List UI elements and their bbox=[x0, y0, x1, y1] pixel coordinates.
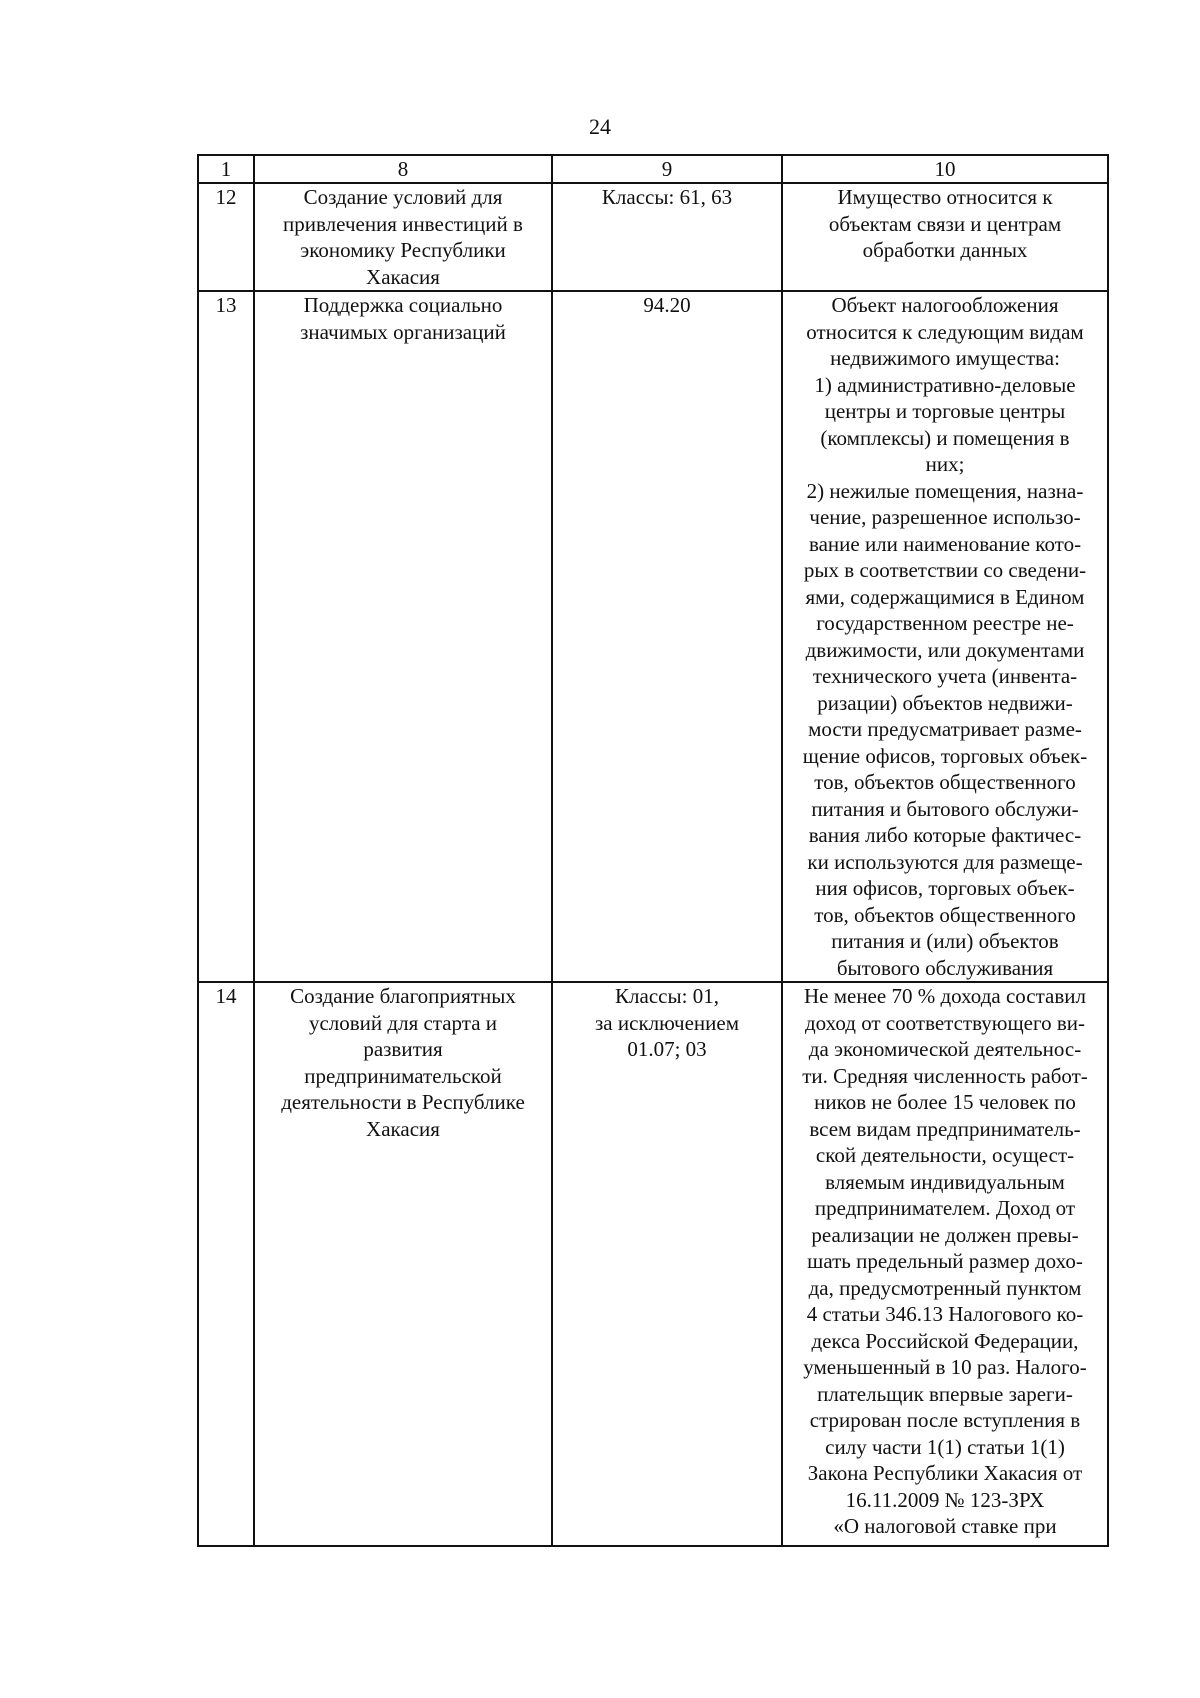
header-col-10: 10 bbox=[782, 155, 1108, 183]
row-codes: Классы: 01, за исключением 01.07; 03 bbox=[552, 982, 782, 1546]
row-purpose: Создание благоприятных условий для старта и развития предпринимательской деятельности в Республике Хакасия bbox=[254, 982, 552, 1546]
header-col-9: 9 bbox=[552, 155, 782, 183]
table-row bbox=[198, 982, 1108, 1546]
table-row bbox=[198, 183, 1108, 291]
page-number: 24 bbox=[589, 114, 611, 139]
row-condition: Объект налогообложения относится к следующим видам недвижимого имущества: 1) административно-деловые центры и торговые центры (комплексы) и помещения в них; 2) нежилые помещения, назна- чение, разрешенное использо- вание или наименование кото- рых в соответствии со сведени- ями, содержащимися в Едином государственном реестре не- движимости, или документами технического учета (инвента- ризации) объектов недвижи- мости предусматривает разме- щение офисов, торговых объек- тов, объектов общественного питания и бытового обслужи- вания либо которые фактичес- ки используются для размеще- ния офисов, торговых объек- тов, объектов общественного питания и (или) объектов бытового обслуживания bbox=[782, 291, 1108, 982]
tax-benefit-table bbox=[197, 154, 1109, 1547]
row-condition: Имущество относится к объектам связи и центрам обработки данных bbox=[782, 183, 1108, 291]
header-col-8: 8 bbox=[254, 155, 552, 183]
header-col-1: 1 bbox=[198, 155, 254, 183]
row-condition: Не менее 70 % дохода составил доход от соответствующего ви- да экономической деятельнос- ти. Средняя численность работ- ников не более 15 человек по всем видам предприниматель- ской деятельности, осущест- вляемым индивидуальным предпринимателем. Доход от реализации не должен превы- шать предельный размер дохо- да, предусмотренный пунктом 4 статьи 346.13 Налогового ко- декса Российской Федерации, уменьшенный в 10 раз. Налого- плательщик впервые зареги- стрирован после вступления в силу части 1(1) статьи 1(1) Закона Республики Хакасия от 16.11.2009 № 123-ЗРХ «О налоговой ставке при bbox=[782, 982, 1108, 1546]
row-number: 13 bbox=[198, 291, 254, 982]
row-purpose: Создание условий для привлечения инвестиций в экономику Республики Хакасия bbox=[254, 183, 552, 291]
row-number: 12 bbox=[198, 183, 254, 291]
row-codes: Классы: 61, 63 bbox=[552, 183, 782, 291]
row-number: 14 bbox=[198, 982, 254, 1546]
row-codes: 94.20 bbox=[552, 291, 782, 982]
table-header-row bbox=[198, 155, 1108, 183]
table-row bbox=[198, 291, 1108, 982]
row-purpose: Поддержка социально значимых организаций bbox=[254, 291, 552, 982]
